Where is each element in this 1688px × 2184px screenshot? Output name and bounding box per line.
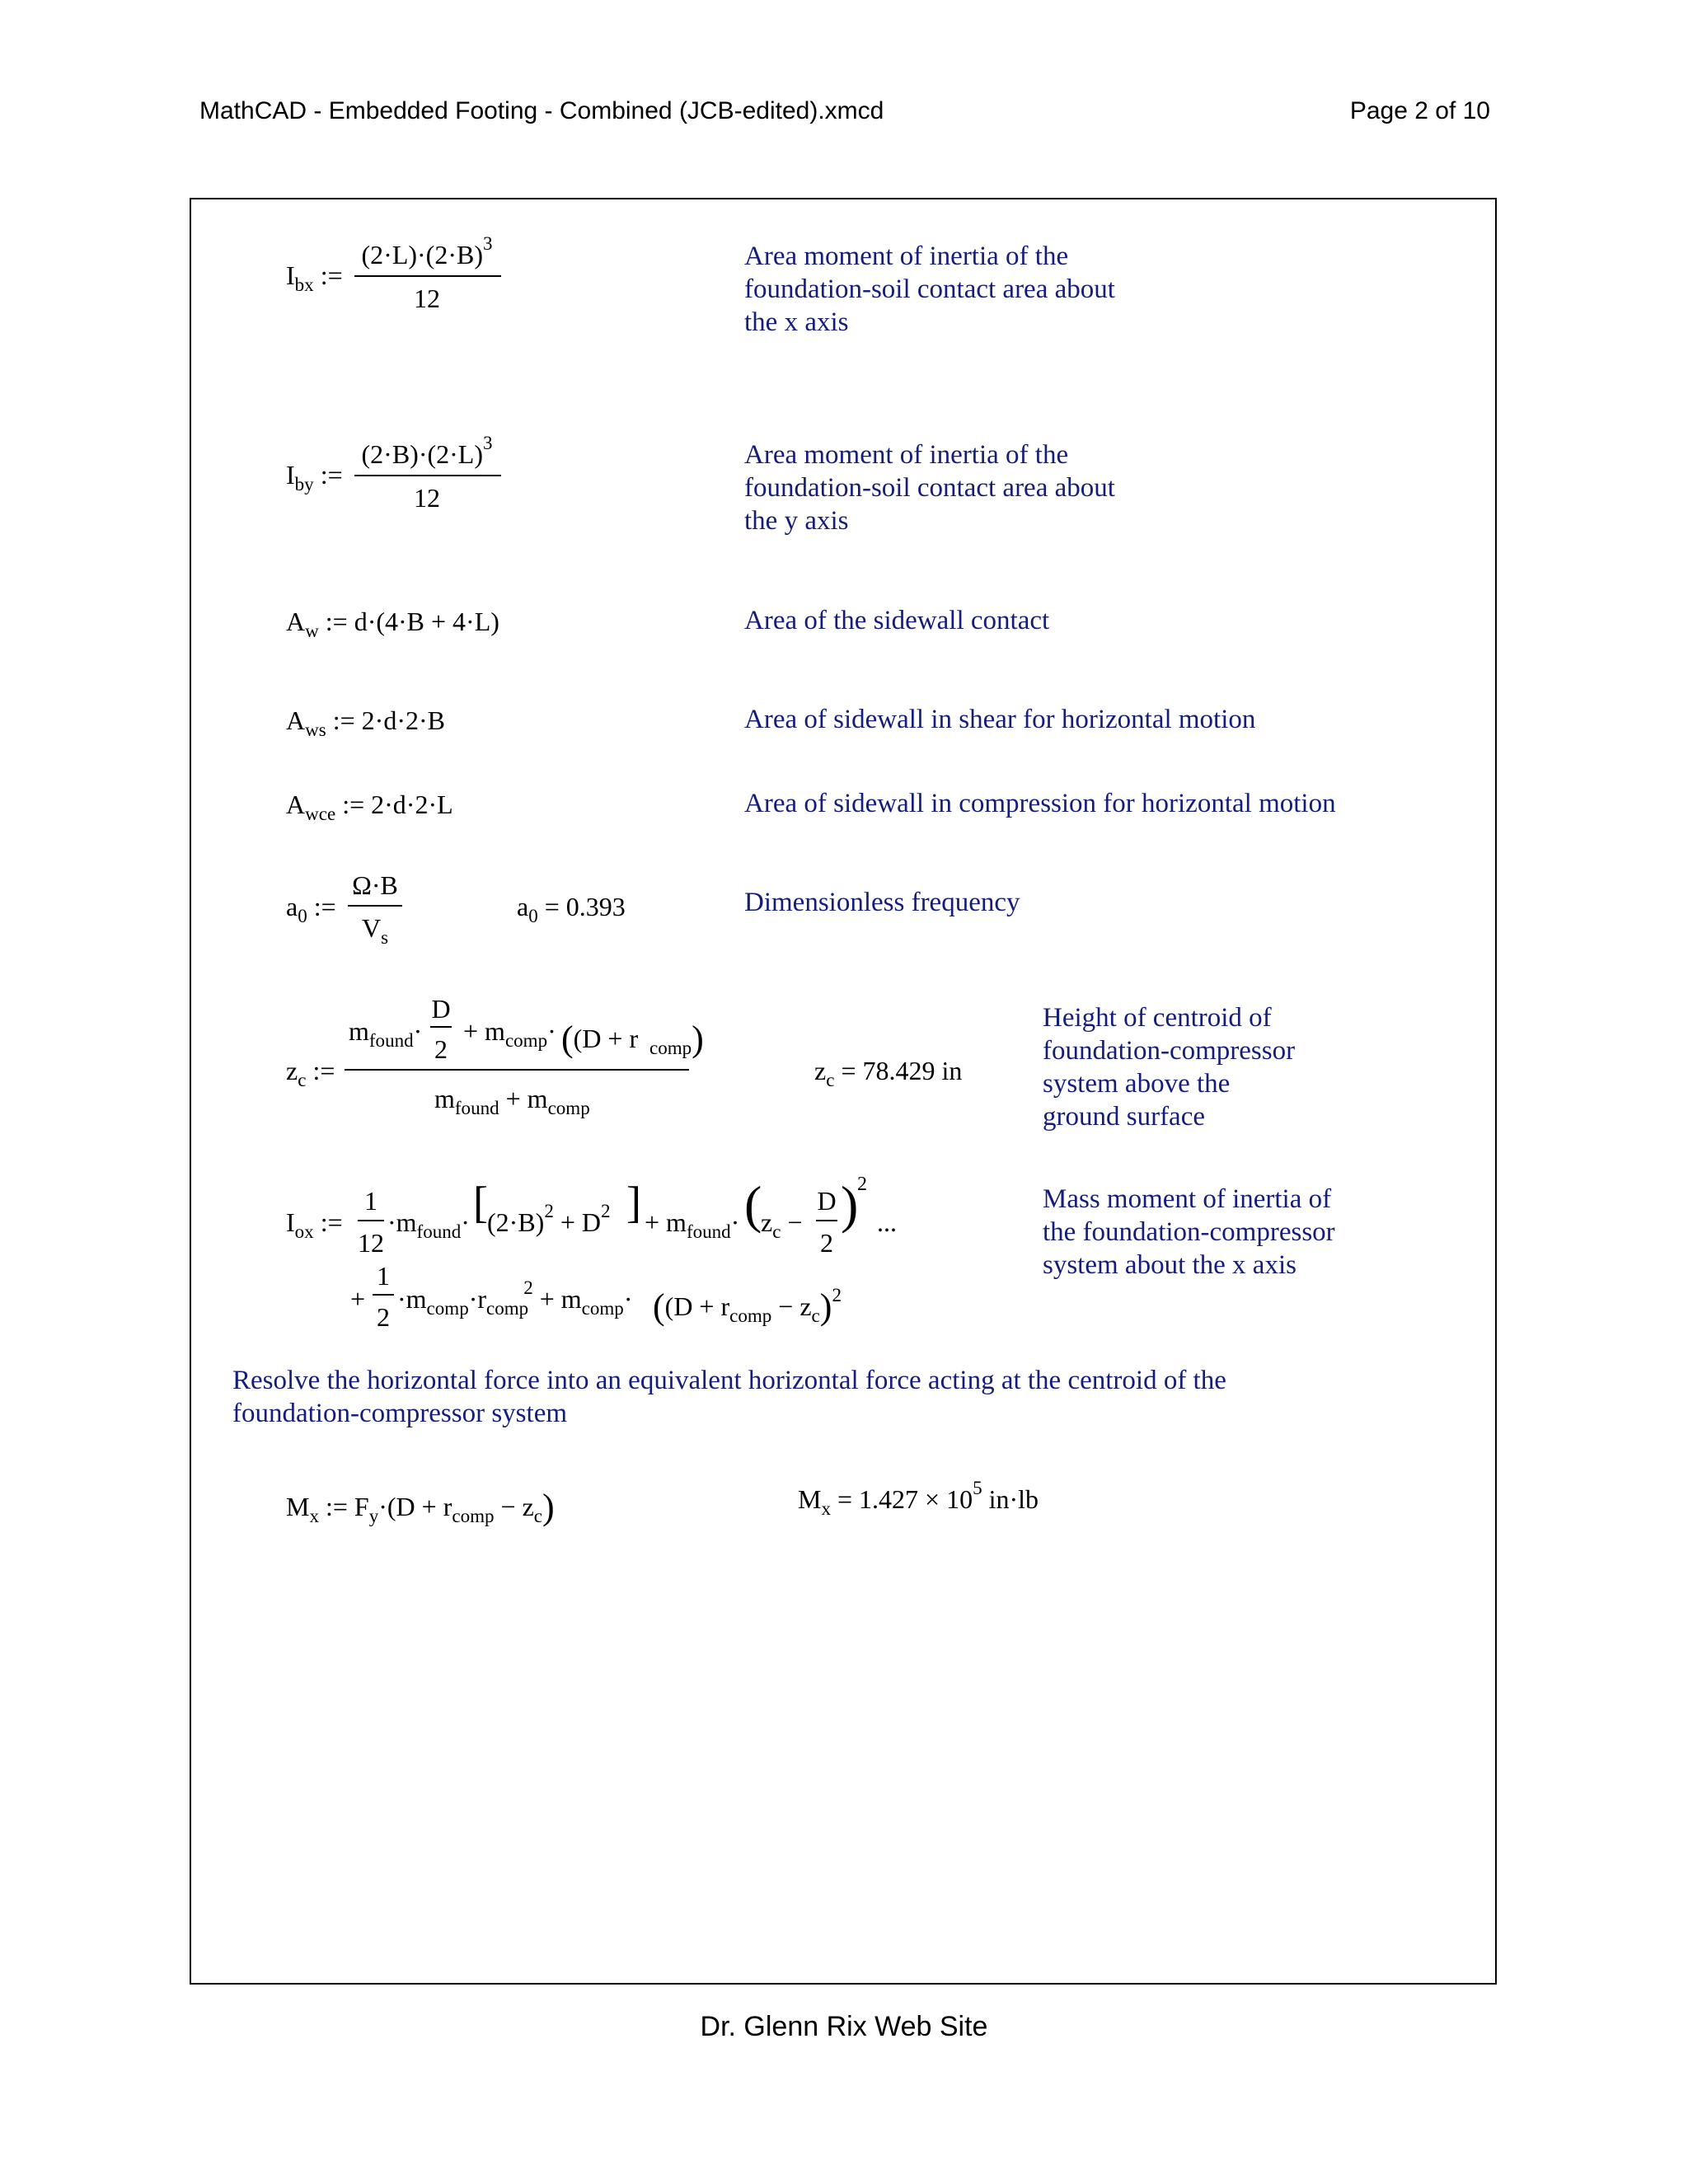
desc-awce: Area of sidewall in compression for horizontal motion <box>744 789 1336 818</box>
result-a0: $a_0 = 0.393$ <box>517 892 626 927</box>
desc-a0: Dimensionless frequency <box>744 888 1020 917</box>
footer-credit: Dr. Glenn Rix Web Site <box>700 2011 988 2042</box>
desc-aw: Area of the sidewall contact <box>744 606 1050 635</box>
desc-iby: Area moment of inertia of the foundation-soil contact area about the y axis <box>744 440 1115 536</box>
equation-aw: $A_w$ := d·(4·B + 4·L) <box>286 607 499 642</box>
equation-mx: $M_x$ := $F_y\cdot(D + r_{comp} - z_c)$ <box>286 1487 555 1527</box>
equation-awce: $A_{wce}$ := 2·d·2·L <box>286 790 453 825</box>
page-number: Page 2 of 10 <box>1349 97 1490 124</box>
desc-ibx: Area moment of inertia of the foundation-soil contact area about the x axis <box>744 241 1115 337</box>
desc-aws: Area of sidewall in shear for horizontal motion <box>744 705 1256 734</box>
desc-zc: Height of centroid of foundation-compressor system above the ground surface <box>1043 1003 1296 1132</box>
equation-aws: $A_{ws}$ := 2·d·2·B <box>286 705 445 741</box>
document-title: MathCAD - Embedded Footing - Combined (JCB-edited).xmcd <box>199 97 884 124</box>
desc-iox: Mass moment of inertia of the foundation-compressor system about the x axis <box>1043 1184 1335 1280</box>
result-mx: $M_x = 1.427 \times 10^5$ in·lb <box>798 1476 1039 1520</box>
resolve-paragraph: Resolve the horizontal force into an equivalent horizontal force acting at the centroid of the foundation-compressor system <box>232 1366 1226 1428</box>
result-zc: $z_c = 78.429$ in <box>814 1056 963 1091</box>
